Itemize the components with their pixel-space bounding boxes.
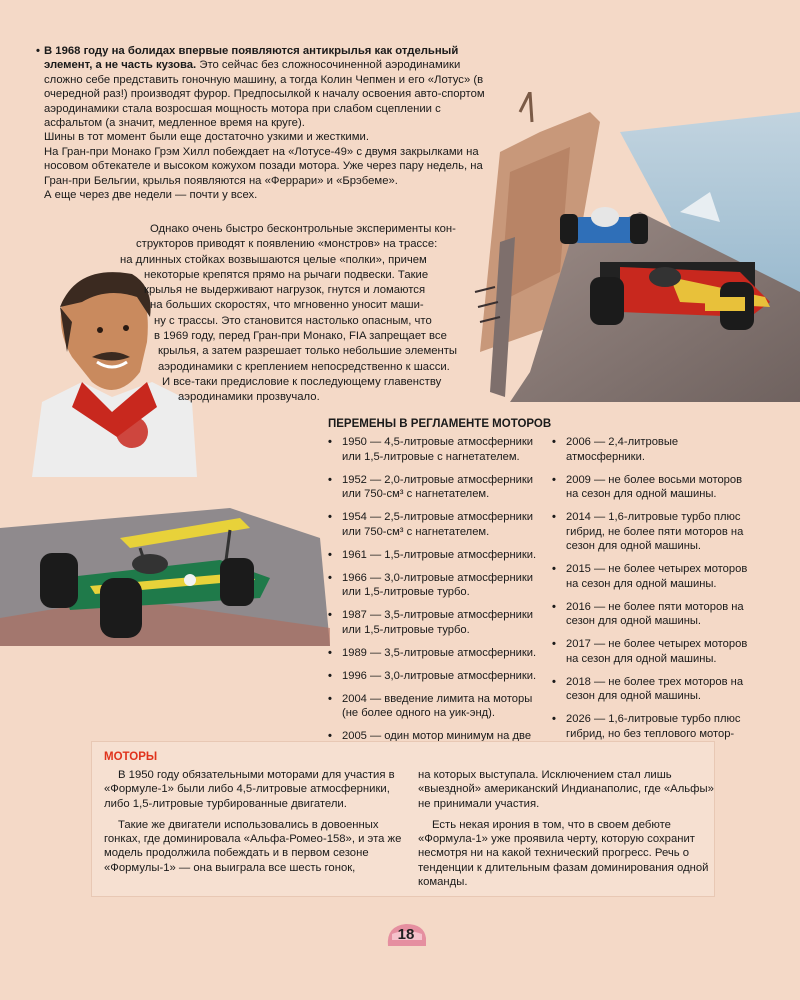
intro-paragraph-4: А еще через две недели — почти у всех.: [44, 189, 258, 202]
motors-column-left: [104, 768, 404, 882]
regulation-item: • 2005 — один мотор минимум на две: [328, 729, 543, 758]
motors-paragraph: В 1950 году обязательными моторами для участия в «Формуле-1» были либо 4,5-литровые атмосферники, либо 1,5-литровые турбированные двигатели.: [104, 769, 395, 810]
regulation-item: • 1961 — 1,5-литровые атмосферники.: [328, 548, 543, 563]
aero-monsters-paragraph: [112, 222, 464, 406]
text-line: И все-таки предисловие к последующему главенству: [162, 375, 442, 388]
regulation-item: • 1950 — 4,5-литровые атмосферники или 1,5-литровые с нагнетателем.: [328, 435, 543, 464]
text-line: структоров приводят к появлению «монстров» на трассе:: [136, 238, 438, 251]
page-number-text: 18: [397, 926, 415, 943]
text-line: аэродинамики прозвучало.: [178, 391, 320, 404]
regulation-item: • 1987 — 3,5-литровые атмосферники или 1,5-литровые турбо.: [328, 608, 543, 637]
page-number: [384, 920, 428, 950]
text-line: аэродинамики с креплением непосредственно к шасси.: [158, 360, 450, 373]
intro-bullet: •: [36, 45, 40, 57]
text-line: крылья не выдерживают нагрузок, гнутся и ломаются: [144, 284, 426, 297]
regulation-item: • 2004 — введение лимита на моторы (не более одного на уик-энд).: [328, 692, 543, 721]
intro-paragraph-2: Шины в тот момент были еще достаточно узкими и жесткими.: [44, 131, 369, 144]
regulation-item: • 1966 — 3,0-литровые атмосферники или 1,5-литровые турбо.: [328, 571, 543, 600]
regulations-list-left: [328, 435, 543, 767]
regulation-item: • 1954 — 2,5-литровые атмосферники или 750-см³ с нагнетателем.: [328, 510, 543, 539]
intro-section: [36, 44, 494, 202]
green-race-car-illustration: [0, 498, 330, 646]
regulation-item: • 2014 — 1,6-литровые турбо плюс гибрид, не более пяти моторов на сезон для одной машины.: [552, 510, 757, 554]
regulation-item: • 1996 — 3,0-литровые атмосферники.: [328, 669, 543, 684]
motors-column-right: [418, 768, 714, 896]
text-line: крылья, а затем разрешает только небольшие элементы: [158, 345, 458, 358]
regulation-item: • 1952 — 2,0-литровые атмосферники или 750-см³ с нагнетателем.: [328, 473, 543, 502]
regulation-item: • 2018 — не более трех моторов на сезон для одной машины.: [552, 675, 757, 704]
intro-paragraph-3: На Гран-при Монако Грэм Хилл побеждает на «Лотусе-49» с двумя закрылками на носовом обтекателе и высоком кожухом позади мотора. Уже через пару недель, на Гран-при Бельгии, крылья появляются на «Феррари» и «Брэбеме».: [44, 145, 483, 187]
text-line: на длинных стойках возвышаются целые «полки», причем: [120, 253, 427, 266]
regulation-item: • 2009 — не более восьми моторов на сезон для одной машины.: [552, 473, 757, 502]
text-line: некоторые крепятся прямо на рычаги подвески. Такие: [144, 268, 429, 281]
regulation-item: • 2016 — не более пяти моторов на сезон для одной машины.: [552, 600, 757, 629]
intro-bold-lead: В 1968 году на болидах впервые появляются антикрылья как отдельный элемент, а не часть кузова.: [44, 45, 459, 72]
regulation-item: • 2006 — 2,4-литровые атмосферники.: [552, 435, 757, 464]
intro-paragraph: [44, 44, 494, 130]
race-cars-illustration: [470, 92, 800, 402]
text-line: в 1969 году, перед Гран-при Монако, FIA запрещает все: [154, 330, 447, 343]
regulation-item: • 2015 — не более четырех моторов на сезон для одной машины.: [552, 562, 757, 591]
intro-text: Это сейчас без сложносочиненной аэродинамики сложно себе представить гоночную машину, а тогда Колин Чепмен и его «Лотус» (в очередной раз!) производят фурор. Предпосылкой к началу освоения авто-спортом аэродинамики стала возросшая мощность мотора при слабом сцеплении с асфальтом (а значит, медленное время на круге).: [44, 59, 485, 130]
motors-title: МОТОРЫ: [104, 751, 158, 763]
regulation-item: • 1989 — 3,5-литровые атмосферники.: [328, 646, 543, 661]
motors-paragraph: Такие же двигатели использовались в довоенных гонках, где доминировала «Альфа-Ромео-158», и эта же модель продолжила побеждать и в первом сезоне «Формулы-1» — она выиграла все шесть гонок,: [104, 818, 402, 874]
regulations-list-right: [552, 435, 757, 764]
regulations-title: ПЕРЕМЕНЫ В РЕГЛАМЕНТЕ МОТОРОВ: [328, 418, 552, 430]
text-line: на больших скоростях, что мгновенно уносит маши-: [150, 299, 424, 312]
regulation-item: • 2026 — 1,6-литровые турбо плюс гибрид, но без теплового мотор-: [552, 712, 757, 756]
motors-paragraph: на которых выступала. Исключением стал лишь «выездной» американский Индианаполис, где «Альфы» не принимали участия.: [418, 769, 714, 810]
text-line: ну с трассы. Это становится настолько опасным, что: [154, 314, 432, 327]
motors-paragraph: Есть некая ирония в том, что в своем дебюте «Формула-1» уже проявила черту, которую сохранит несмотря ни на какой технический прогресс. Речь о тенденции к длительным фазам доминирования одной команды.: [418, 818, 709, 889]
text-line: Однако очень быстро бесконтрольные эксперименты кон-: [150, 223, 456, 235]
regulation-item: • 2017 — не более четырех моторов на сезон для одной машины.: [552, 637, 757, 666]
